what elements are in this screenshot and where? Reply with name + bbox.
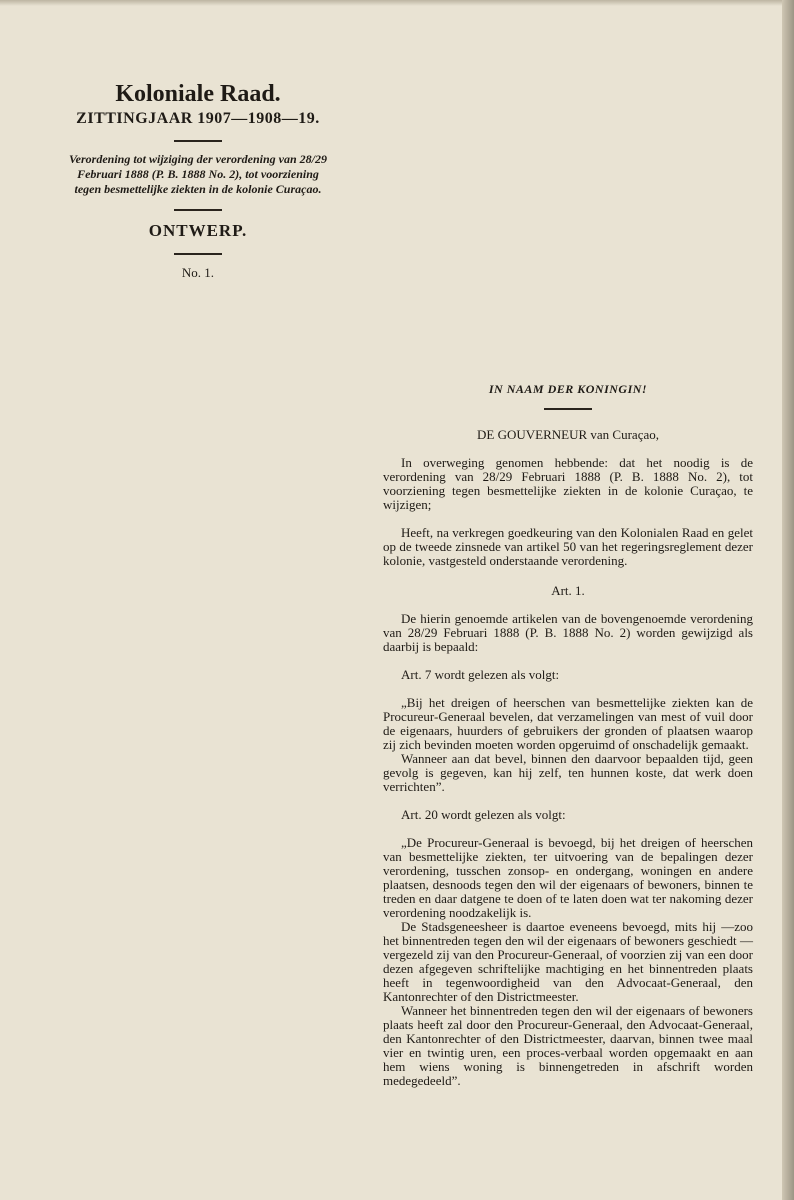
page-edge-top (0, 0, 794, 6)
page-edge-right (782, 0, 794, 1200)
divider (544, 408, 592, 410)
governor-heading: DE GOUVERNEUR van Curaçao, (477, 427, 659, 442)
article-1-text: De hierin genoemde artikelen van de bovengenoemde verordening van 28/29 Februari 1888 (P. B. 1888 No. 2) worden gewijzigd als daarbij is bepaald: (383, 611, 753, 654)
article-7-intro: Art. 7 wordt gelezen als volgt: (401, 667, 560, 682)
divider (174, 140, 222, 142)
document-header (60, 80, 336, 281)
ordinance-body (383, 382, 753, 1088)
article-20-intro: Art. 20 wordt gelezen als volgt: (401, 807, 566, 822)
article-7-paragraph: „Bij het dreigen of heerschen van besmettelijke ziekten kan de Procureur-Generaal bevelen, dat verzamelingen van mest of vuil door de eigenaars, huurders of gebruikers der gronden of plaatsen waarop zij zich bevinden moeten worden opgeruimd of onschadelijk gemaakt. (383, 695, 753, 752)
invocation: IN NAAM DER KONINGIN! (488, 382, 648, 396)
draft-label: ONTWERP. (148, 221, 248, 240)
article-20-paragraph: Wanneer het binnentreden tegen den wil der eigenaars of bewoners plaats heeft zal door den Procureur-Generaal, den Advocaat-Generaal, den Kantonrechter of den Districtmeester, daarvan, binnen twee maal vier en twintig uren, een proces-verbaal worden opgemaakt en aan hem wiens woning is binnengetreden in afschrift worden medegedeeld”. (383, 1003, 753, 1088)
enactment-paragraph: Heeft, na verkregen goedkeuring van den Kolonialen Raad en gelet op de tweede zinsnede van artikel 50 van het regeringsreglement dezer kolonie, vastgesteld onderstaande verordening. (383, 525, 753, 568)
article-20-paragraph: De Stadsgeneesheer is daartoe eveneens bevoegd, mits hij —zoo het binnentreden tegen den wil der eigenaars of bewoners geschiedt — vergezeld zij van den Procureur-Generaal, of voorzien zij van een door dezen afgegeven schriftelijke machtiging en het binnentreden plaats heeft in tegenwoordigheid van den Advocaat-Generaal, den Kantonrechter of den Districtmeester. (383, 919, 753, 1004)
article-1-heading: Art. 1. (551, 583, 585, 598)
divider (174, 253, 222, 255)
article-7-paragraph: Wanneer aan dat bevel, binnen den daarvoor bepaalden tijd, geen gevolg is gegeven, kan hij zelf, ten hunnen koste, dat werk doen verrichten”. (383, 751, 753, 794)
divider (174, 209, 222, 211)
article-20-paragraph: „De Procureur-Generaal is bevoegd, bij het dreigen of heerschen van besmettelijke ziekten, ter uitvoering van de bepalingen dezer verordening, tusschen zonsop- en ondergang, woningen en andere plaatsen, desnoods tegen den wil der eigenaars of bewoners, binnen te treden en daar datgene te doen of te laten doen wat ter nakoming dezer verordening noodzakelijk is. (383, 835, 753, 920)
considering-paragraph: In overweging genomen hebbende: dat het noodig is de verordening van 28/29 Februari 1888 (P. B. 1888 No. 2), tot voorziening tegen besmettelijke ziekten in de kolonie Curaçao, te wijzigen; (383, 455, 753, 512)
ordinance-subject: Verordening tot wijziging der verordening van 28/29 Februari 1888 (P. B. 1888 No. 2), tot voorziening tegen besmettelijke ziekten in de kolonie Curaçao. (68, 152, 328, 196)
council-title: Koloniale Raad. (115, 81, 281, 107)
session-year: ZITTINGJAAR 1907—1908—19. (76, 110, 320, 127)
document-number: No. 1. (181, 265, 215, 280)
